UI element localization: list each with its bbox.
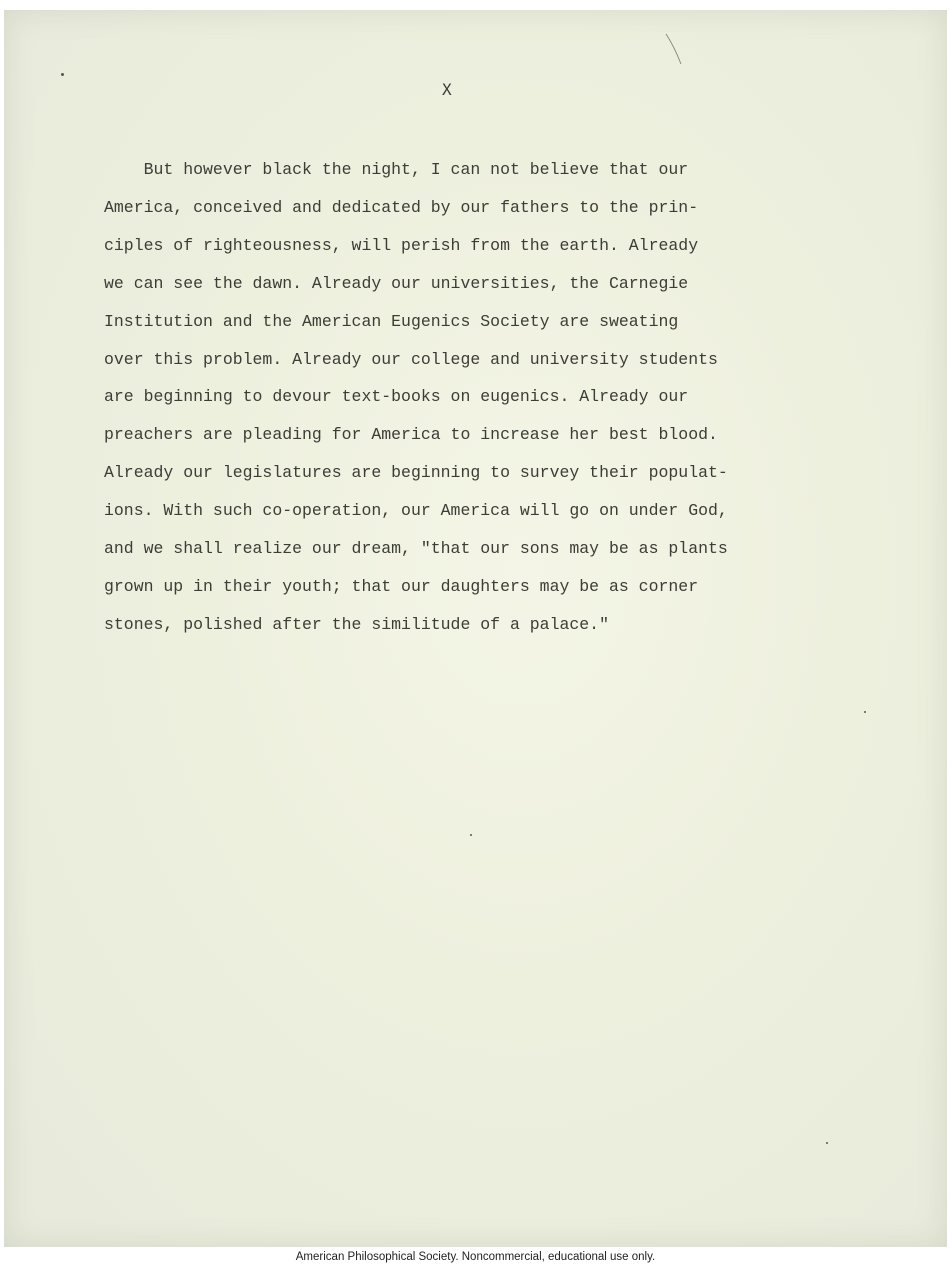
text-line: over this problem. Already our college and university students xyxy=(104,349,718,369)
typewritten-page xyxy=(4,10,947,1247)
paper-speck xyxy=(470,834,472,836)
text-line: ciples of righteousness, will perish from the earth. Already xyxy=(104,235,699,255)
text-line: America, conceived and dedicated by our fathers to the prin- xyxy=(104,197,699,217)
text-line: But however black the night, I can not believe that our xyxy=(104,160,689,179)
footer-attribution: American Philosophical Society. Noncommercial, educational use only. xyxy=(295,1251,656,1263)
paper-speck xyxy=(826,1142,828,1144)
text-line: Already our legislatures are beginning to survey their populat- xyxy=(104,463,728,483)
text-line: we can see the dawn. Already our universities, the Carnegie xyxy=(104,273,689,293)
text-line: grown up in their youth; that our daughters may be as corner xyxy=(104,576,699,596)
text-line: are beginning to devour text-books on eugenics. Already our xyxy=(104,387,689,407)
text-line: Institution and the American Eugenics Society are sweating xyxy=(104,311,679,331)
body-paragraph xyxy=(104,151,824,644)
text-line: and we shall realize our dream, "that our sons may be as plants xyxy=(104,539,728,559)
paper-speck xyxy=(864,711,866,713)
text-line: ions. With such co-operation, our America will go on under God, xyxy=(104,501,728,521)
page-number: X xyxy=(442,80,452,99)
paper-speck xyxy=(61,73,64,76)
paper-crease-mark xyxy=(664,32,684,66)
text-line: stones, polished after the similitude of a palace." xyxy=(104,614,609,634)
text-line: preachers are pleading for America to increase her best blood. xyxy=(104,425,718,445)
